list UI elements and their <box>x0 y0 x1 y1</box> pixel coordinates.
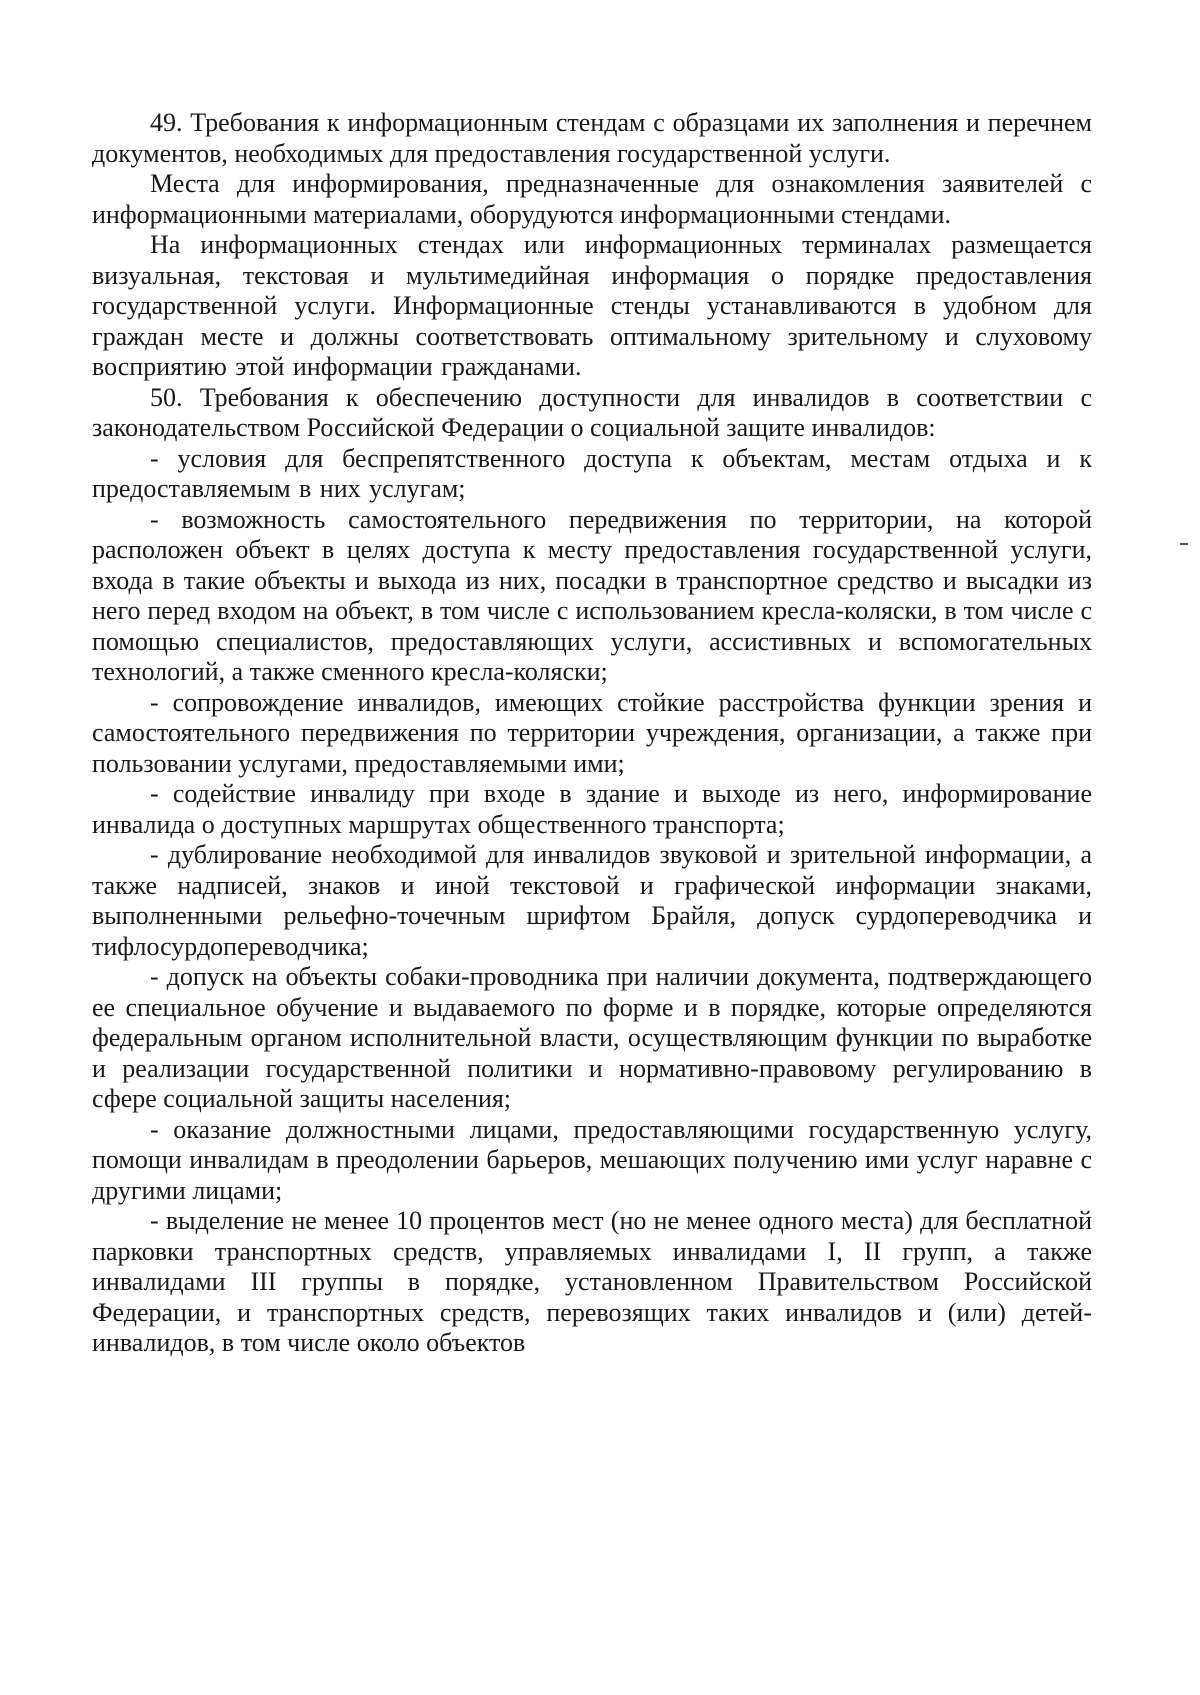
document-body <box>92 108 1092 1359</box>
list-item-guide-dog: - допуск на объекты собаки-проводника при наличии документа, подтверждающего ее специальное обучение и выдаваемого по форме и в порядке, которые определяются федеральным органом исполнительной власти, осуществляющим функции по выработке и реализации государственной политики и нормативно-правовому регулированию в сфере социальной защиты населения; <box>92 962 1092 1113</box>
paragraph-50-heading: 50. Требования к обеспечению доступности для инвалидов в соответствии с законодательством Российской Федерации о социальной защите инвалидов: <box>92 382 1092 442</box>
list-item-access-conditions: - условия для беспрепятственного доступа к объектам, местам отдыха и к предоставляемым в них услугам; <box>92 443 1092 503</box>
paragraph-info-stands: На информационных стендах или информационных терминалах размещается визуальная, текстовая и мультимедийная информация о порядке предоставления государственной услуги. Информационные стенды устанавливаются в удобном для граждан месте и должны соответствовать оптимальному зрительному и слуховому восприятию этой информации гражданами. <box>92 230 1092 381</box>
list-item-accompaniment: - сопровождение инвалидов, имеющих стойкие расстройства функции зрения и самостоятельного передвижения по территории учреждения, организации, а также при пользовании услугами, предоставляемыми ими; <box>92 687 1092 778</box>
list-item-movement: - возможность самостоятельного передвижения по территории, на которой расположен объект в целях доступа к месту предоставления государственной услуги, входа в такие объекты и выхода из них, посадки в транспортное средство и высадки из него перед входом на объект, в том числе с использованием кресла-коляски, в том числе с помощью специалистов, предоставляющих услуги, ассистивных и вспомогательных технологий, а также сменного кресла-коляски; <box>92 504 1092 686</box>
list-item-parking: - выделение не менее 10 процентов мест (но не менее одного места) для бесплатной парковки транспортных средств, управляемых инвалидами I, II групп, а также инвалидами III группы в порядке, установленном Правительством Российской Федерации, и транспортных средств, перевозящих таких инвалидов и (или) детей-инвалидов, в том числе около объектов <box>92 1206 1092 1357</box>
margin-mark <box>1180 543 1188 545</box>
list-item-braille: - дублирование необходимой для инвалидов звуковой и зрительной информации, а также надписей, знаков и иной текстовой и графической информации знаками, выполненными рельефно-точечным шрифтом Брайля, допуск сурдопереводчика и тифлосурдопереводчика; <box>92 840 1092 961</box>
paragraph-info-places: Места для информирования, предназначенные для ознакомления заявителей с информационными материалами, оборудуются информационными стендами. <box>92 169 1092 229</box>
paragraph-49-heading: 49. Требования к информационным стендам с образцами их заполнения и перечнем документов, необходимых для предоставления государственной услуги. <box>92 108 1092 168</box>
list-item-assistance-entry: - содействие инвалиду при входе в здание и выходе из него, информирование инвалида о доступных маршрутах общественного транспорта; <box>92 779 1092 839</box>
list-item-official-help: - оказание должностными лицами, предоставляющими государственную услугу, помощи инвалидам в преодолении барьеров, мешающих получению ими услуг наравне с другими лицами; <box>92 1114 1092 1205</box>
